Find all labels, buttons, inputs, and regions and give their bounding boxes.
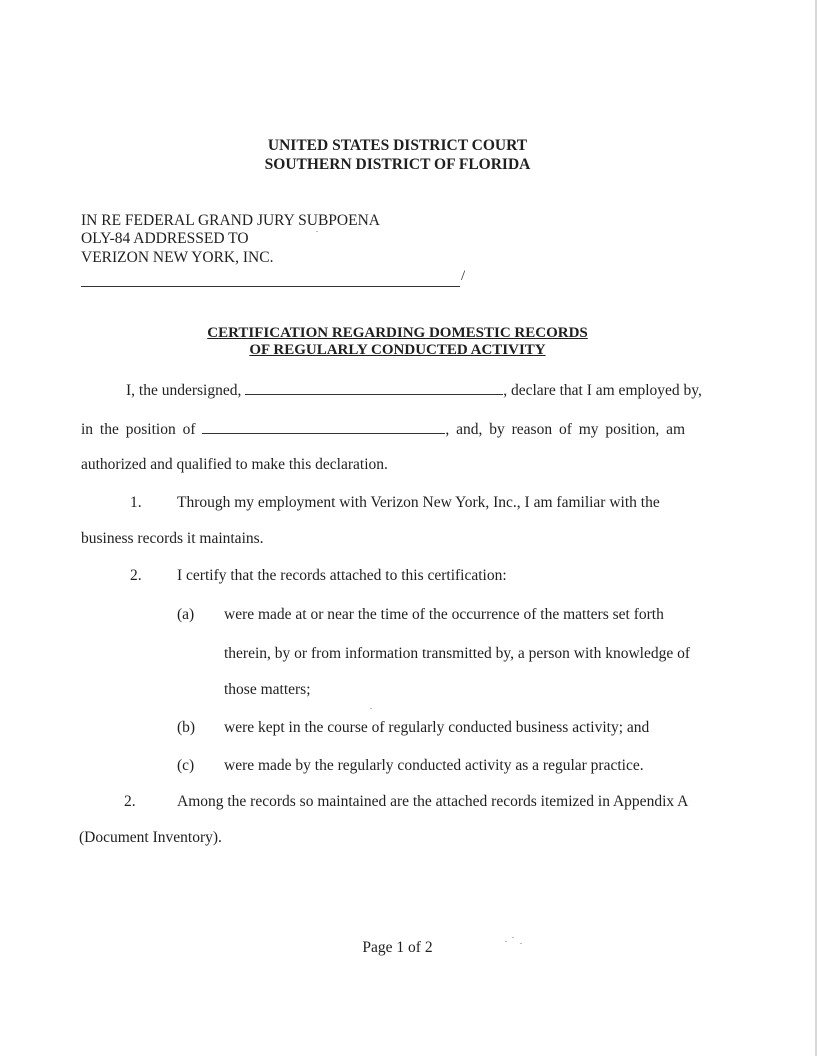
caption-line3: VERIZON NEW YORK, INC. [81, 249, 274, 266]
caption-line2: OLY-84 ADDRESSED TO [81, 230, 249, 247]
subitem-c-text: were made by the regularly conducted activity as a regular practice. [224, 757, 644, 774]
item1-number: 1. [130, 494, 142, 511]
court-name-line2: SOUTHERN DISTRICT OF FLORIDA [264, 156, 531, 173]
caption-line1: IN RE FEDERAL GRAND JURY SUBPOENA [81, 212, 380, 229]
item2-text: I certify that the records attached to this certification: [177, 567, 507, 584]
declaration-paragraph-line1 [126, 379, 702, 400]
position-blank-field[interactable] [202, 418, 445, 434]
certification-title-line1: CERTIFICATION REGARDING DOMESTIC RECORDS [207, 325, 588, 341]
item1-text-line1: Through my employment with Verizon New York, Inc., I am familiar with the [177, 494, 660, 511]
declaration-text-start: I, the undersigned, [126, 382, 242, 399]
position-text-start: in the position of [81, 421, 196, 438]
item3-number: 2. [124, 793, 136, 810]
scan-speck [316, 231, 318, 232]
subitem-a-line2: therein, by or from information transmitted by, a person with knowledge of [224, 645, 691, 662]
declaration-paragraph-line3: authorized and qualified to make this declaration. [81, 456, 388, 473]
declaration-paragraph-line2 [81, 418, 685, 439]
certification-title-line2: OF REGULARLY CONDUCTED ACTIVITY [249, 342, 546, 358]
item3-text-line1: Among the records so maintained are the attached records itemized in Appendix A [177, 793, 689, 810]
item1-text-line2: business records it maintains. [81, 530, 264, 547]
subitem-c-label: (c) [177, 757, 195, 774]
caption-slash: / [461, 268, 466, 284]
subitem-a-line3: those matters; [224, 681, 311, 698]
scan-speck [520, 943, 522, 944]
page-number: Page 1 of 2 [362, 939, 433, 956]
scan-speck [370, 708, 372, 709]
subitem-a-label: (a) [177, 606, 195, 623]
scan-speck [512, 937, 514, 938]
item2-number: 2. [130, 567, 142, 584]
subitem-b-text: were kept in the course of regularly conducted business activity; and [224, 719, 650, 736]
subitem-b-label: (b) [177, 719, 196, 736]
caption-underline [81, 286, 460, 287]
declaration-text-end: , declare that I am employed by, [503, 382, 702, 399]
name-blank-field[interactable] [245, 379, 503, 395]
subitem-a-line1: were made at or near the time of the occurrence of the matters set forth [224, 606, 664, 623]
position-text-end: , and, by reason of my position, am [445, 421, 686, 438]
court-name-line1: UNITED STATES DISTRICT COURT [267, 137, 528, 154]
scan-speck [505, 941, 507, 942]
item3-text-line2: (Document Inventory). [79, 829, 222, 846]
